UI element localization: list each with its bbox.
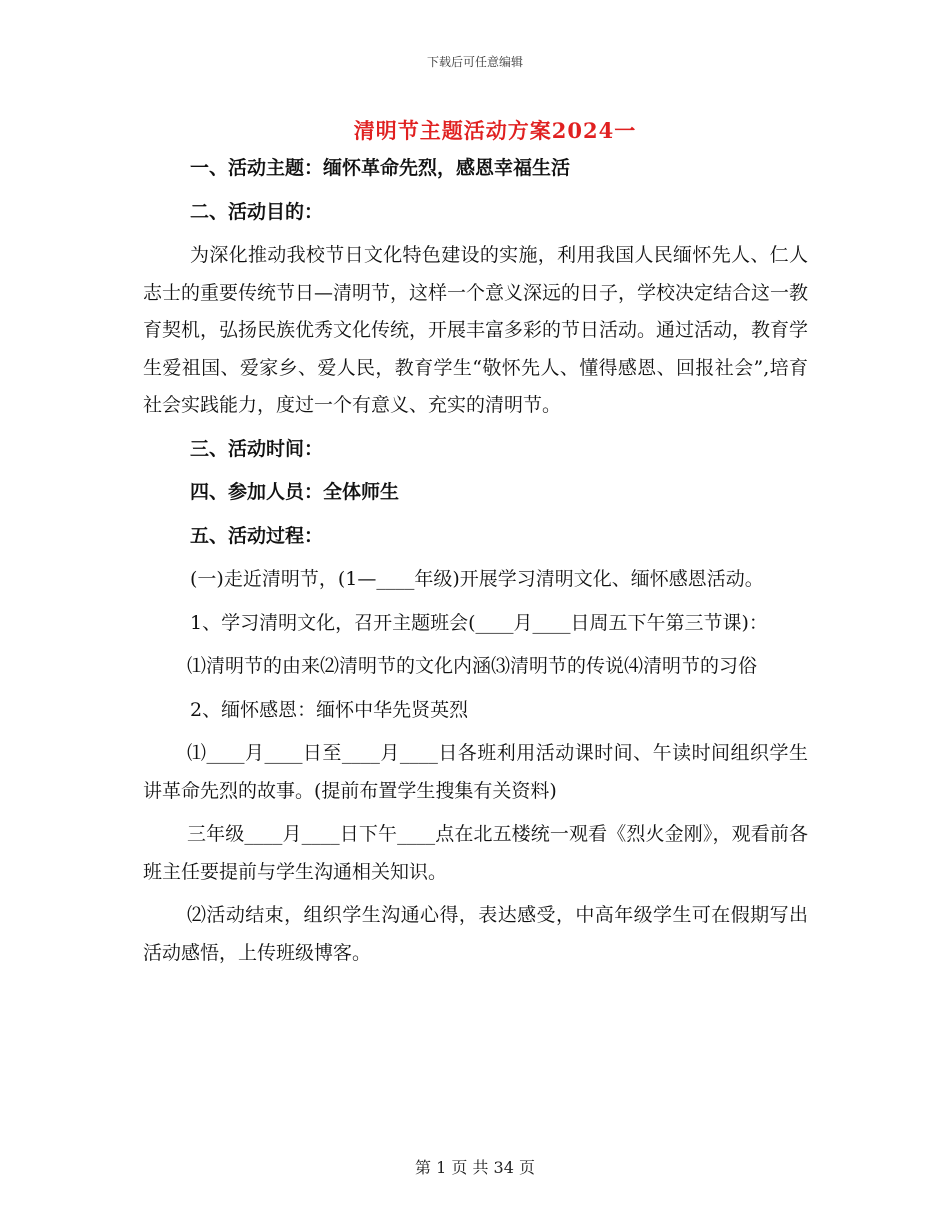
process-paragraph-7: ⑵活动结束，组织学生沟通心得，表达感受，中高年级学生可在假期写出活动感悟，上传班级博客。 bbox=[143, 904, 808, 964]
purpose-paragraph: 为深化推动我校节日文化特色建设的实施，利用我国人民缅怀先人、仁人志士的重要传统节日—清明节，这样一个意义深远的日子，学校决定结合这一教育契机，弘扬民族优秀文化传统，开展丰富多彩的节日活动。通过活动，教育学生爱祖国、爱家乡、爱人民，教育学生“敬怀先人、懂得感恩、回报社会”,培育社会实践能力，度过一个有意义、充实的清明节。 bbox=[143, 244, 809, 416]
header-note: 下载后可任意编辑 bbox=[426, 55, 523, 69]
process-paragraph-2: 1、学习清明文化，召开主题班会(____月____日周五下午第三节课)： bbox=[190, 611, 768, 634]
process-paragraph-4: 2、缅怀感恩：缅怀中华先贤英烈 bbox=[190, 698, 469, 721]
section-heading-process: 五、活动过程： bbox=[190, 524, 324, 547]
process-paragraph-6: 三年级____月____日下午____点在北五楼统一观看《烈火金刚》，观看前各班主任要提前与学生沟通相关知识。 bbox=[143, 823, 808, 883]
section-heading-theme: 一、活动主题：缅怀革命先烈，感恩幸福生活 bbox=[190, 157, 571, 179]
document-body bbox=[143, 150, 808, 972]
section-heading-participants: 四、参加人员：全体师生 bbox=[190, 481, 400, 503]
section-heading-time: 三、活动时间： bbox=[190, 437, 324, 460]
process-paragraph-3: ⑴清明节的由来⑵清明节的文化内涵⑶清明节的传说⑷清明节的习俗 bbox=[187, 655, 758, 677]
page-title: 清明节主题活动方案2024一 bbox=[353, 118, 637, 143]
process-paragraph-5: ⑴____月____日至____月____日各班利用活动课时间、午读时间组织学生讲革命先烈的故事。(提前布置学生搜集有关资料) bbox=[143, 742, 808, 802]
page-footer: 第 1 页 共 34 页 bbox=[415, 1158, 535, 1177]
section-heading-purpose: 二、活动目的： bbox=[190, 200, 324, 223]
process-paragraph-1: (一)走近清明节，(1—____年级)开展学习清明文化、缅怀感恩活动。 bbox=[190, 568, 764, 590]
